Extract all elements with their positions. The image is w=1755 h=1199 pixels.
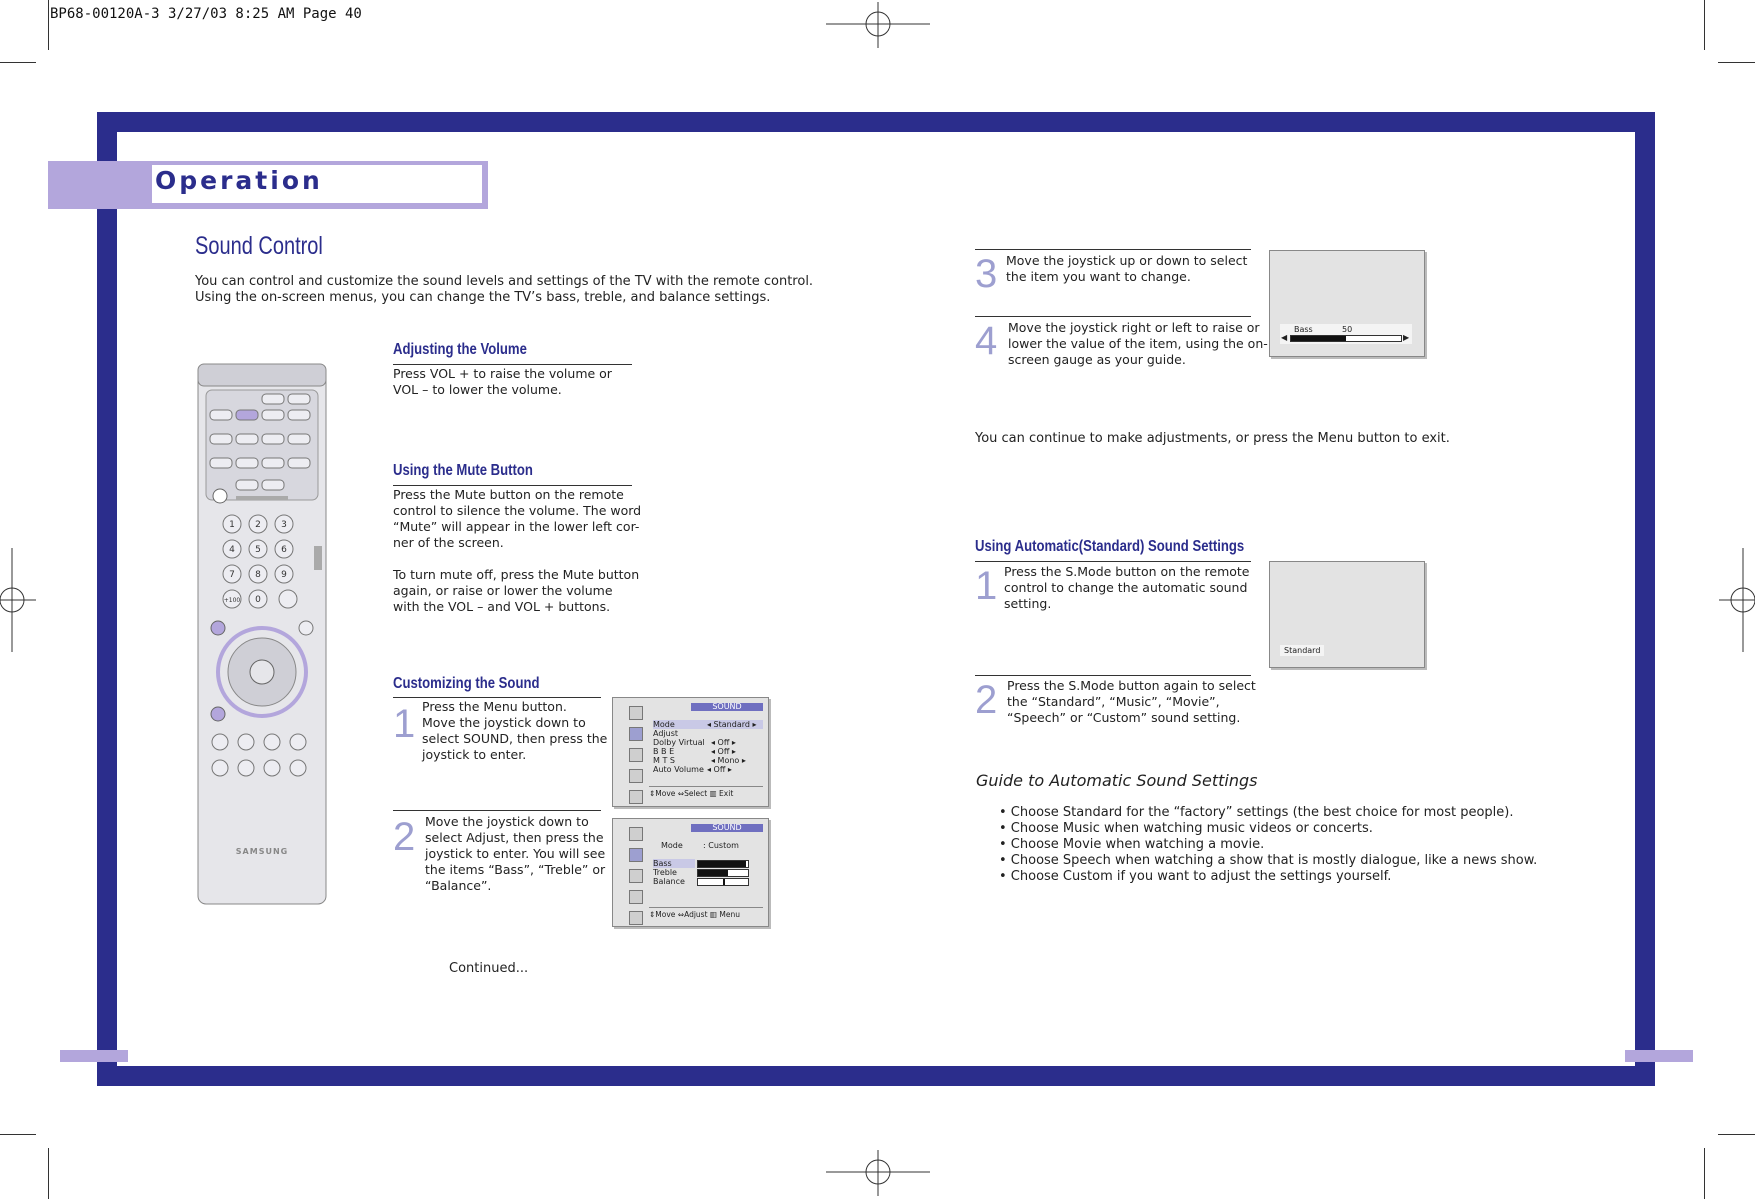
section-rule: [975, 675, 1251, 676]
registration-mark: [1719, 548, 1755, 652]
step-number: 3: [975, 252, 998, 296]
guide-bullet-list: [999, 805, 1537, 885]
osd-mode-label: Mode: [661, 841, 683, 850]
intro-text: [195, 274, 813, 306]
svg-text:4: 4: [229, 545, 235, 555]
list-item: • Choose Music when watching music videos or concerts.: [999, 821, 1373, 836]
text-line: Move the joystick right or left to raise or: [1008, 320, 1260, 335]
svg-text:7: 7: [229, 570, 235, 580]
osd-row-value: ◂ Standard ▸: [707, 720, 757, 729]
channel-icon: [629, 748, 643, 762]
svg-text:8: 8: [255, 570, 261, 580]
text-line: control to silence the volume. The word: [393, 503, 642, 518]
osd-title: SOUND: [691, 703, 763, 711]
svg-text:+100: +100: [223, 597, 241, 604]
osd-sound-adjust: [612, 818, 769, 927]
osd-gauge-fill: [1291, 336, 1346, 341]
text-line: Move the joystick up or down to select: [1006, 253, 1248, 268]
guide-heading: Guide to Automatic Sound Settings: [976, 771, 1258, 790]
osd-row-label: Mode: [653, 720, 675, 729]
continue-adjustments-note: You can continue to make adjustments, or press the Menu button to exit.: [975, 431, 1450, 446]
list-item: • Choose Speech when watching a show that is mostly dialogue, like a news show.: [999, 853, 1538, 868]
page-number-bar: [60, 1050, 128, 1062]
mute-heading: Using the Mute Button: [393, 462, 533, 479]
text-line: lower the value of the item, using the on-: [1008, 336, 1268, 351]
text-line: select Adjust, then press the: [425, 830, 604, 845]
osd-footer: ⇕Move ⇔Adjust ▥ Menu: [649, 907, 763, 919]
crop-mark: [1704, 1148, 1705, 1199]
section-tab-title: Operation: [155, 166, 323, 195]
text-line: Press the S.Mode button on the remote: [1004, 564, 1250, 579]
sound-icon: [629, 848, 643, 862]
osd-footer: ⇕Move ⇔Select ▥ Exit: [649, 786, 763, 798]
osd-mode-label: Standard: [1280, 645, 1324, 656]
osd-row-value: ◂ Off ▸: [711, 738, 736, 747]
continued-note: Continued...: [449, 961, 529, 976]
sound-icon: [629, 727, 643, 741]
list-item: • Choose Movie when watching a movie.: [999, 837, 1265, 852]
osd-row-label: Bass: [653, 859, 695, 868]
right-arrow-icon: ▶: [1403, 333, 1410, 342]
intro-line: You can control and customize the sound levels and settings of the TV with the remote control.: [195, 274, 814, 289]
automatic-step2-text: [1007, 678, 1256, 726]
page-number-right: 41: [1605, 1048, 1621, 1062]
osd-row: [653, 765, 763, 774]
svg-text:2: 2: [255, 520, 261, 530]
section-rule: [975, 316, 1251, 317]
section-rule: [393, 810, 601, 811]
osd-gauge-label: Bass: [1294, 325, 1313, 334]
list-item: • Choose Custom if you want to adjust the settings yourself.: [999, 869, 1392, 884]
registration-mark: [826, 1150, 930, 1196]
text-line: “Mute” will appear in the lower left cor-: [393, 519, 640, 534]
osd-row-value: ◂ Off ▸: [707, 765, 732, 774]
osd-gauge-value: 50: [1342, 325, 1353, 334]
svg-text:6: 6: [281, 545, 287, 555]
osd-row-value: ◂ Off ▸: [711, 747, 736, 756]
treble-gauge-fill: [698, 870, 728, 876]
step-number: 1: [393, 702, 416, 746]
osd-row-label: Adjust: [653, 729, 679, 738]
registration-mark: [826, 2, 930, 48]
text-line: the items “Bass”, “Treble” or: [425, 862, 606, 877]
osd-row-label: Auto Volume: [653, 765, 704, 774]
osd-row: [653, 738, 763, 747]
svg-text:3: 3: [281, 520, 287, 530]
crop-mark: [48, 0, 49, 50]
svg-text:0: 0: [255, 595, 261, 605]
text-line: ner of the screen.: [393, 535, 504, 550]
text-line: Press the Menu button.: [422, 699, 567, 714]
text-line: again, or raise or lower the volume: [393, 583, 613, 598]
registration-mark: [0, 548, 36, 652]
osd-row: [653, 720, 763, 729]
text-line: setting.: [1004, 596, 1052, 611]
page-title: Sound Control: [195, 232, 323, 260]
print-header: BP68-00120A-3 3/27/03 8:25 AM Page 40: [50, 6, 362, 22]
step4-text: [1008, 320, 1268, 368]
mute-text: [393, 487, 641, 615]
bass-gauge-fill: [698, 861, 746, 867]
text-line: the “Standard”, “Music”, “Movie”,: [1007, 694, 1220, 709]
bass-gauge: [697, 860, 749, 868]
customizing-step2-text: [425, 814, 605, 894]
osd-row: [653, 747, 763, 756]
osd-gauge-bar: [1290, 335, 1402, 342]
text-line: Press the Mute button on the remote: [393, 487, 624, 502]
osd-row-label: B B E: [653, 747, 675, 756]
input-icon: [629, 911, 643, 925]
step-number: 2: [975, 678, 998, 722]
customizing-step1-text: [422, 699, 607, 763]
adjusting-volume-heading: Adjusting the Volume: [393, 341, 527, 358]
osd-sound-menu: [612, 697, 769, 807]
section-rule: [975, 561, 1251, 562]
text-line: control to change the automatic sound: [1004, 580, 1248, 595]
page-number-left: 40: [132, 1048, 148, 1062]
section-rule: [975, 249, 1251, 250]
step-number: 4: [975, 319, 998, 363]
automatic-sound-heading: Using Automatic(Standard) Sound Settings: [975, 538, 1245, 555]
osd-row-label: Balance: [653, 877, 685, 886]
customizing-heading: Customizing the Sound: [393, 675, 540, 692]
intro-line: Using the on-screen menus, you can change the TV’s bass, treble, and balance settings.: [195, 290, 771, 305]
osd-row: [653, 756, 763, 765]
list-item: • Choose Standard for the “factory” settings (the best choice for most people).: [999, 805, 1514, 820]
osd-title: SOUND: [691, 824, 763, 832]
treble-gauge: [697, 869, 749, 877]
text-line: Move the joystick down to: [422, 715, 586, 730]
text-line: joystick to enter.: [422, 747, 527, 762]
text-line: To turn mute off, press the Mute button: [393, 567, 640, 582]
svg-text:5: 5: [255, 545, 261, 555]
left-arrow-icon: ◀: [1281, 333, 1288, 342]
step-number: 1: [975, 564, 998, 608]
channel-icon: [629, 869, 643, 883]
svg-text:1: 1: [229, 520, 235, 530]
remote-control-illustration: [196, 362, 328, 906]
section-rule: [393, 485, 632, 486]
setup-icon: [629, 769, 643, 783]
crop-mark: [1718, 62, 1755, 63]
osd-side-icons: [629, 706, 643, 811]
text-line: the item you want to change.: [1006, 269, 1191, 284]
text-line: “Speech” or “Custom” sound setting.: [1007, 710, 1241, 725]
picture-icon: [629, 827, 643, 841]
text-line: Move the joystick down to: [425, 814, 589, 829]
section-rule: [393, 364, 632, 365]
osd-row-label: Treble: [653, 868, 677, 877]
balance-marker: [723, 879, 725, 885]
step-number: 2: [393, 815, 416, 859]
text-line: joystick to enter. You will see: [425, 846, 606, 861]
input-icon: [629, 790, 643, 804]
automatic-step1-text: [1004, 564, 1250, 612]
page-number-bar: [1625, 1050, 1693, 1062]
osd-row-value: ◂ Mono ▸: [711, 756, 746, 765]
osd-standard-mode: [1269, 561, 1425, 668]
crop-mark: [1718, 1134, 1755, 1135]
remote-brand: SAMSUNG: [235, 847, 289, 856]
text-line: with the VOL – and VOL + buttons.: [393, 599, 611, 614]
step3-text: [1006, 253, 1247, 285]
crop-mark: [0, 62, 36, 63]
section-rule: [393, 697, 601, 698]
adjusting-volume-text: [393, 366, 612, 398]
crop-mark: [1704, 0, 1705, 50]
text-line: screen gauge as your guide.: [1008, 352, 1186, 367]
osd-row: [653, 729, 678, 738]
setup-icon: [629, 890, 643, 904]
picture-icon: [629, 706, 643, 720]
svg-text:9: 9: [281, 570, 287, 580]
crop-mark: [48, 1148, 49, 1199]
text-line: select SOUND, then press the: [422, 731, 608, 746]
osd-bass-gauge: [1269, 250, 1425, 357]
balance-gauge: [697, 878, 749, 886]
osd-row-label: M T S: [653, 756, 675, 765]
text-line: VOL – to lower the volume.: [393, 382, 562, 397]
osd-gauge-panel: [1280, 324, 1412, 344]
text-line: “Balance”.: [425, 878, 492, 893]
text-line: Press the S.Mode button again to select: [1007, 678, 1256, 693]
crop-mark: [0, 1134, 36, 1135]
osd-row-label: Dolby Virtual: [653, 738, 705, 747]
osd-mode-value: : Custom: [703, 841, 739, 850]
osd-side-icons: [629, 827, 643, 932]
text-line: Press VOL + to raise the volume or: [393, 366, 612, 381]
